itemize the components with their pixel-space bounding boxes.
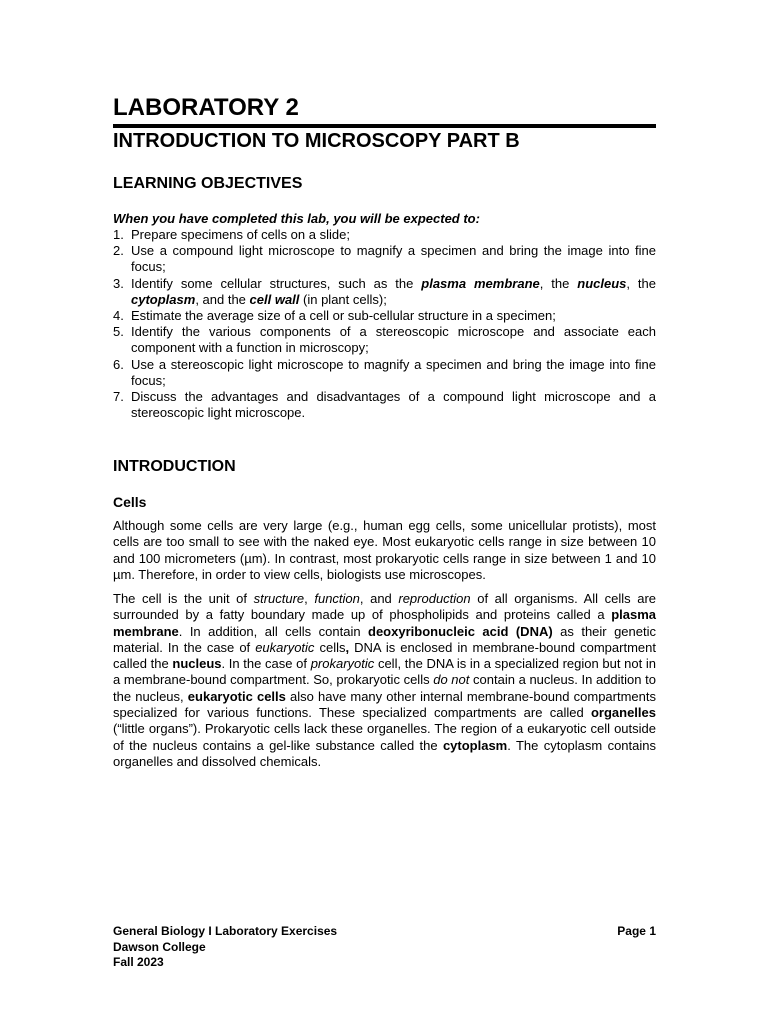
objectives-lead: When you have completed this lab, you will be expected to:: [113, 211, 480, 226]
learning-objectives-heading: LEARNING OBJECTIVES: [113, 175, 303, 192]
objective-item: 5. Identify the various components of a stereoscopic microscope and associate each component with a function in microscopy;: [113, 324, 656, 356]
introduction-heading: INTRODUCTION: [113, 458, 236, 475]
objectives-list: [113, 227, 656, 421]
page-number: Page 1: [617, 924, 656, 938]
lab-title: LABORATORY 2: [113, 94, 299, 121]
objective-item: 1. Prepare specimens of cells on a slide;: [113, 227, 350, 242]
objective-item: 3. Identify some cellular structures, such as the plasma membrane, the nucleus, the cytoplasm, and the cell wall (in plant cells);: [113, 275, 656, 307]
footer-course: General Biology I Laboratory Exercises: [113, 924, 338, 938]
cells-heading: Cells: [113, 494, 147, 510]
footer-college: Dawson College: [113, 939, 206, 954]
cells-paragraph-1: Although some cells are very large (e.g., human egg cells, some unicellular protists), most cells are too small to see with the naked eye. Most eukaryotic cells range in size between 10 and 100 micrometers (µm). In contrast, most prokaryotic cells range in size between 1 and 10 µm. Therefore, in order to view cells, biologists use microscopes.: [113, 518, 656, 582]
lab-subtitle: INTRODUCTION TO MICROSCOPY PART B: [113, 130, 520, 152]
objective-item: 2. Use a compound light microscope to magnify a specimen and bring the image into fine focus;: [113, 243, 656, 275]
page-footer: [113, 924, 656, 971]
objective-item: 6. Use a stereoscopic light microscope to magnify a specimen and bring the image into fine focus;: [113, 356, 656, 388]
objective-item: 7. Discuss the advantages and disadvantages of a compound light microscope and a stereoscopic light microscope.: [113, 389, 656, 421]
footer-term: Fall 2023: [113, 955, 164, 969]
cells-paragraph-2: The cell is the unit of structure, function, and reproduction of all organisms. All cells are surrounded by a fatty boundary made up of phospholipids and proteins called a plasma membrane. In addition, all cells contain deoxyribonucleic acid (DNA) as their genetic material. In the case of eukaryotic cells, DNA is enclosed in membrane-bound compartment called the nucleus. In the case of prokaryotic cell, the DNA is in a specialized region but not in a membrane-bound compartment. So, prokaryotic cells do not contain a nucleus. In addition to the nucleus, eukaryotic cells also have many other internal membrane-bound compartments specialized for various functions. These specialized compartments are called organelles (“little organs”). Prokaryotic cells lack these organelles. The region of a eukaryotic cell outside of the nucleus contains a gel-like substance called the cytoplasm. The cytoplasm contains organelles and dissolved chemicals.: [113, 591, 657, 769]
objective-item: 4. Estimate the average size of a cell or sub-cellular structure in a specimen;: [113, 308, 556, 324]
